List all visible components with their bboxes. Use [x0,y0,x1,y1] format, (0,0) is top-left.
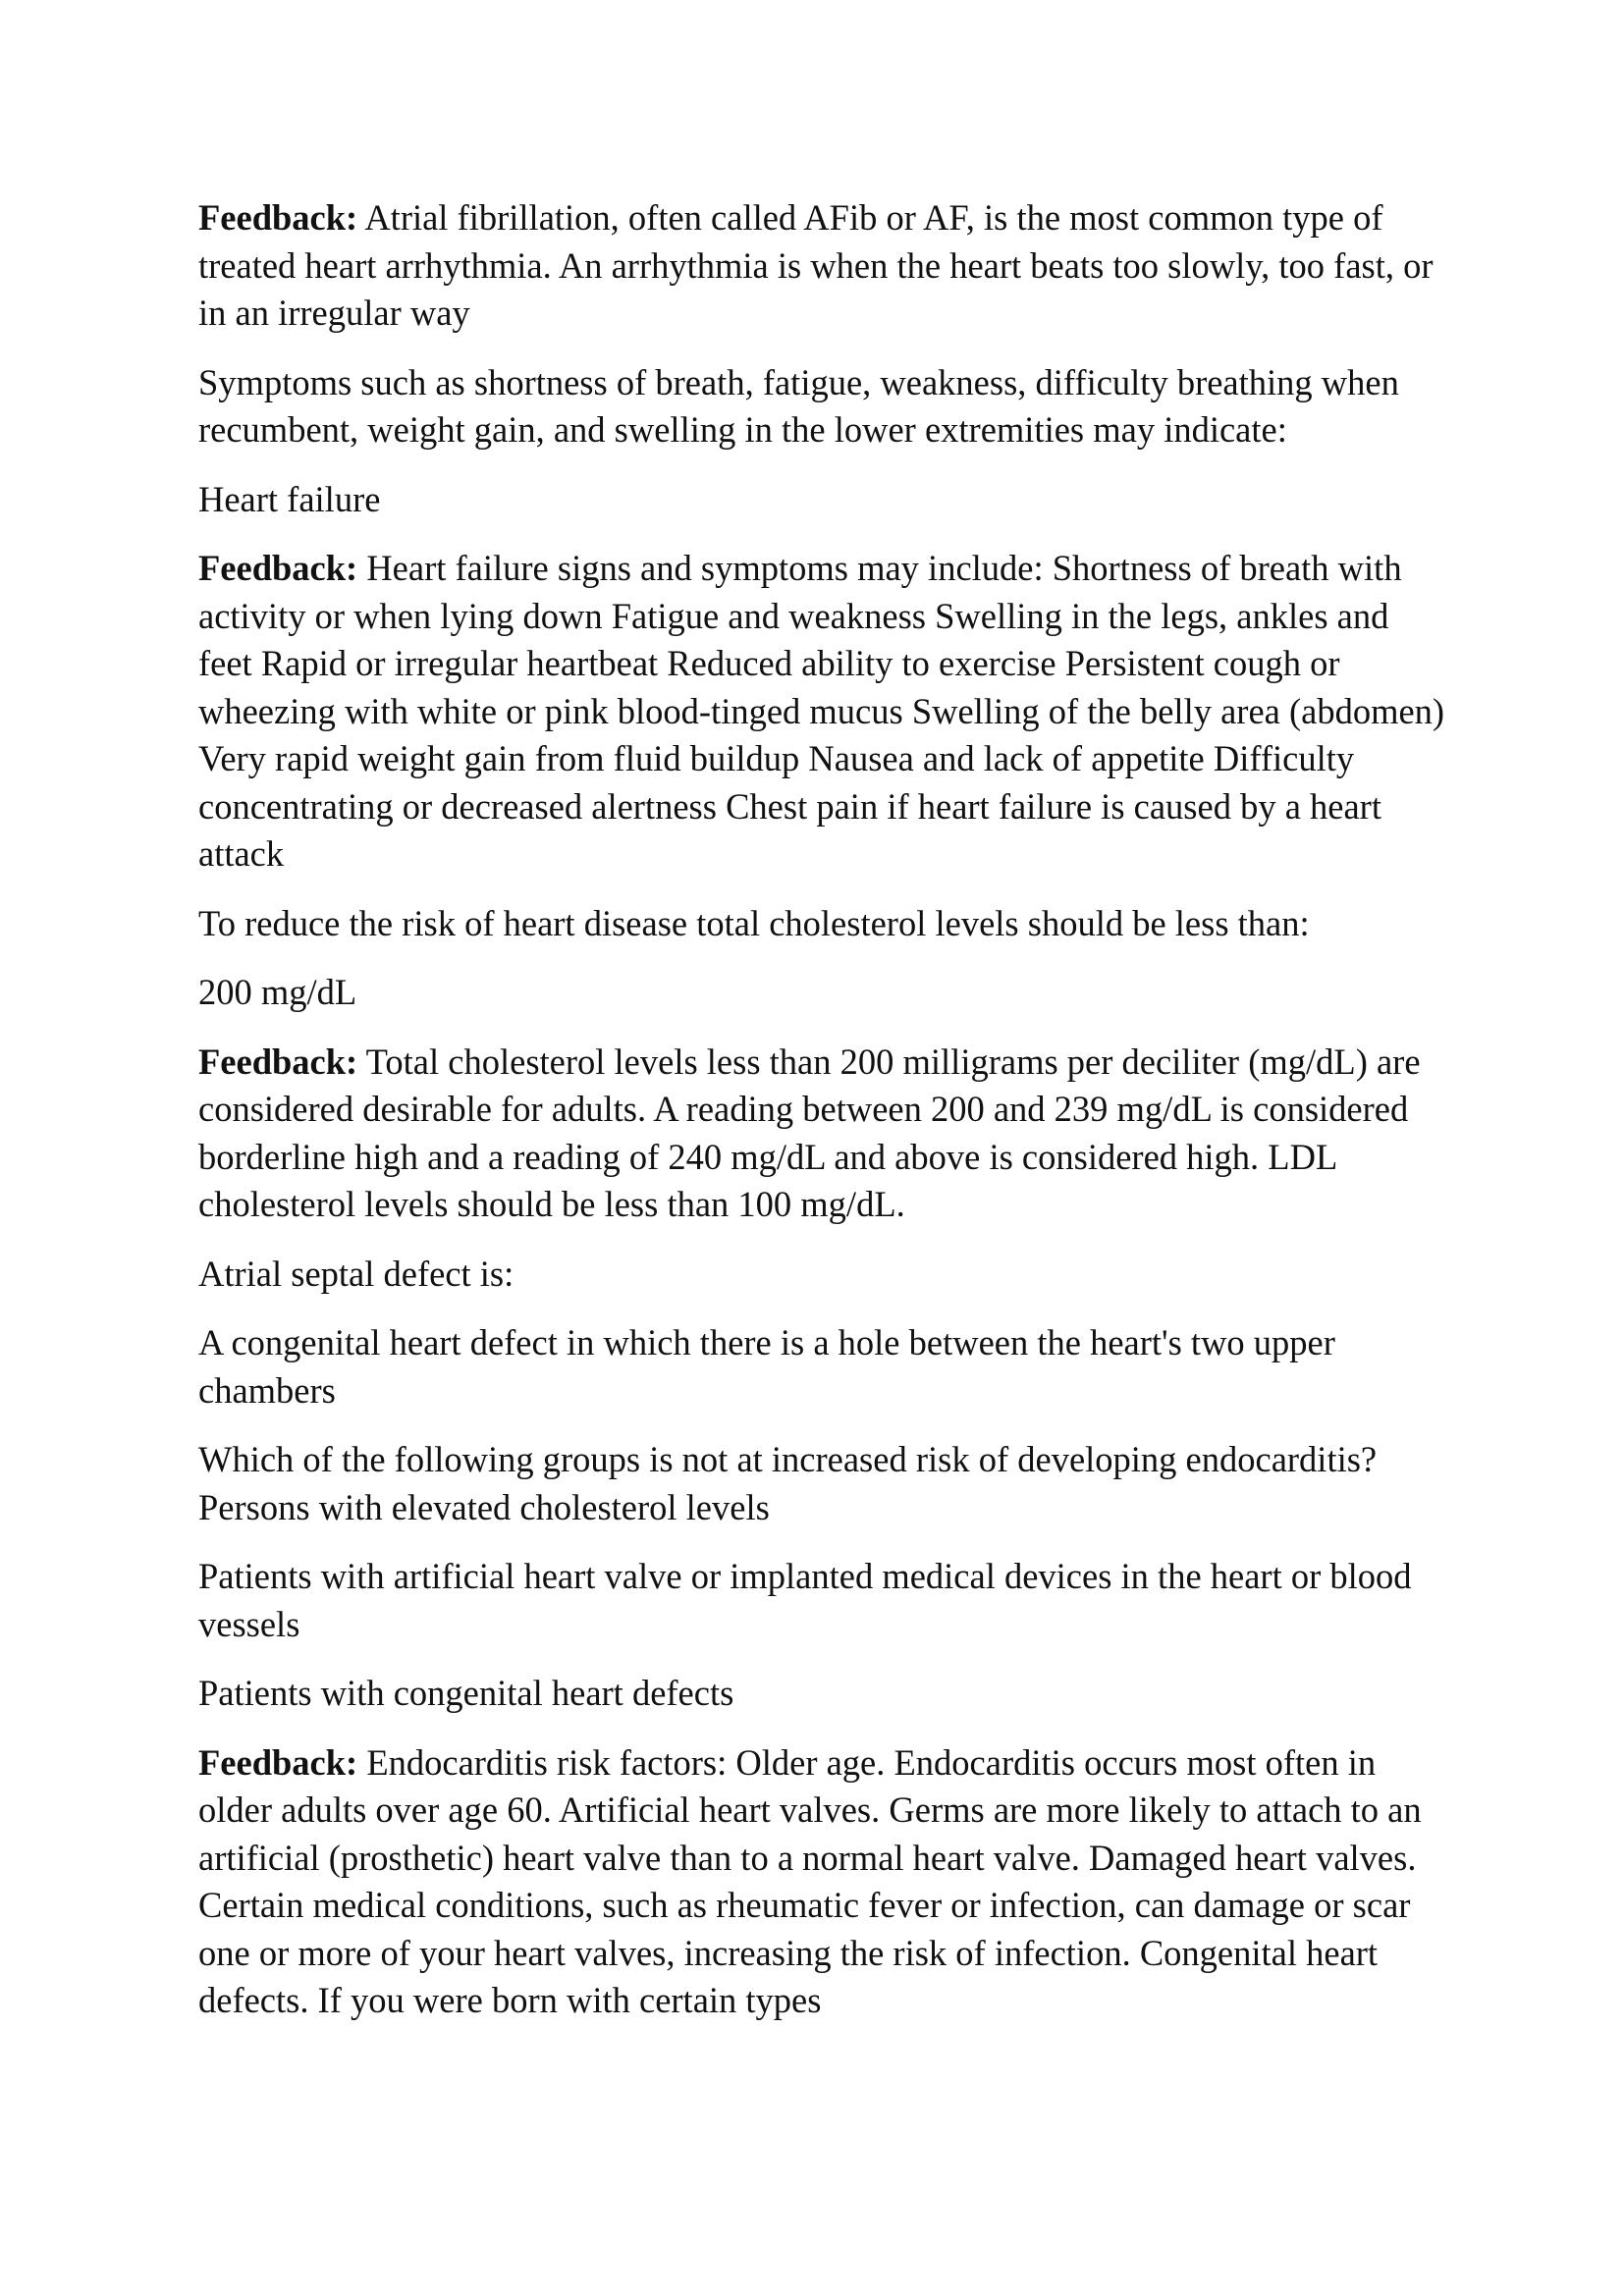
feedback-text: Total cholesterol levels less than 200 milligrams per deciliter (mg/dL) are considered desirable for adults. A reading between 200 and 239 mg/dL is considered borderline high and a reading of 240 mg/dL and above is considered high. LDL cholesterol levels should be less than 100 mg/dL. [198,1041,1421,1224]
answer-heart-failure: Heart failure [198,478,381,519]
feedback-text: Heart failure signs and symptoms may include: Shortness of breath with activity or when lying down Fatigue and weakness Swelling in the legs, ankles and feet Rapid or irregular heartbeat Reduced ability to exercise Persistent cough or wheezing with white or pink blood-tinged mucus Swelling of the belly area (abdomen) Very rapid weight gain from fluid buildup Nausea and lack of appetite Difficulty concentrating or decreased alertness Chest pain if heart failure is caused by a heart attack [198,548,1445,874]
feedback-label: Feedback: [198,1041,358,1082]
answer-atrial-septal-defect: A congenital heart defect in which there is a hole between the heart's two upper chambers [198,1322,1335,1411]
question-cholesterol: To reduce the risk of heart disease total cholesterol levels should be less than: [198,902,1310,943]
question-heart-failure-symptoms: Symptoms such as shortness of breath, fatigue, weakness, difficulty breathing when recumbent, weight gain, and swelling in the lower extremities may indicate: [198,361,1399,450]
question-endocarditis: Which of the following groups is not at increased risk of developing endocarditis? Persons with elevated cholesterol levels [198,1439,1378,1527]
feedback-paragraph-heart-failure [198,545,1445,879]
feedback-label: Feedback: [198,548,358,588]
feedback-text: Endocarditis risk factors: Older age. Endocarditis occurs most often in older adults over age 60. Artificial heart valves. Germs are more likely to attach to an artificial (prosthetic) heart valve than to a normal heart valve. Damaged heart valves. Certain medical conditions, such as rheumatic fever or infection, can damage or scar one or more of your heart valves, increasing the risk of infection. Congenital heart defects. If you were born with certain types [198,1741,1422,2020]
feedback-label: Feedback: [198,1741,358,1783]
feedback-label: Feedback: [198,197,358,238]
option-artificial-valve: Patients with artificial heart valve or implanted medical devices in the heart or blood vessels [198,1556,1412,1644]
feedback-paragraph-afib [198,194,1445,338]
option-congenital-defects: Patients with congenital heart defects [198,1673,734,1713]
feedback-paragraph-endocarditis [198,1739,1445,2025]
feedback-text: Atrial fibrillation, often called AFib or AF, is the most common type of treated heart arrhythmia. An arrhythmia is when the heart beats too slowly, too fast, or in an irregular way [198,197,1434,333]
feedback-paragraph-cholesterol [198,1039,1445,1229]
question-atrial-septal-defect: Atrial septal defect is: [198,1253,514,1294]
document-body [198,194,1445,2047]
answer-cholesterol: 200 mg/dL [198,972,357,1012]
